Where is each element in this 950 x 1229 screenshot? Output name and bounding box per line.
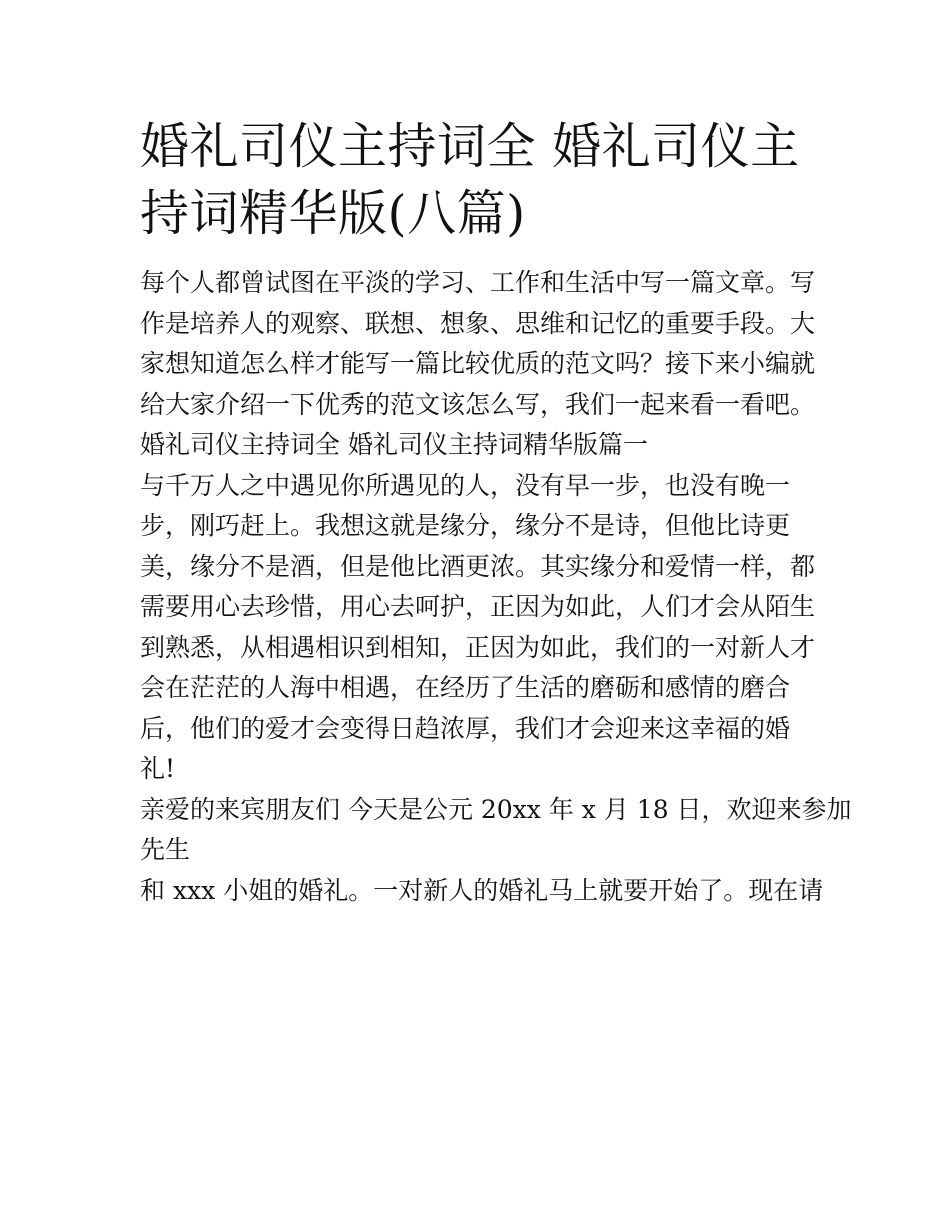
body-line: 会在茫茫的人海中相遇，在经历了生活的磨砺和感情的磨合	[140, 673, 791, 702]
body-line: 需要用心去珍惜，用心去呵护，正因为如此，人们才会从陌生	[140, 592, 816, 621]
body-line: 作是培养人的观察、联想、想象、思维和记忆的重要手段。大	[140, 308, 816, 338]
title-line-2: 持词精华版(八篇)	[140, 185, 526, 242]
body-line: 给大家介绍一下优秀的范文该怎么写，我们一起来看一看吧。	[140, 389, 816, 419]
body-line: 家想知道怎么样才能写一篇比较优质的范文吗？接下来小编就	[140, 349, 816, 378]
body-line: 与千万人之中遇见你所遇见的人，没有早一步，也没有晚一	[140, 470, 791, 500]
body-line: 美，缘分不是酒，但是他比酒更浓。其实缘分和爱情一样，都	[140, 551, 816, 581]
document-title	[140, 113, 818, 247]
body-line: 到熟悉，从相遇相识到相知，正因为如此，我们的一对新人才	[140, 632, 816, 662]
body-line: 每个人都曾试图在平淡的学习、工作和生活中写一篇文章。写	[140, 268, 816, 297]
body-line: 礼!	[140, 754, 176, 783]
body-line: 和 xxx 小姐的婚礼。一对新人的婚礼马上就要开始了。现在请	[140, 875, 824, 905]
body-line: 亲爱的来宾朋友们 今天是公元 20xx 年 x 月 18 日，欢迎来参加	[140, 794, 852, 824]
body-line: 步，刚巧赶上。我想这就是缘分，缘分不是诗，但他比诗更	[140, 511, 791, 540]
section-heading: 婚礼司仪主持词全 婚礼司仪主持词精华版篇一	[140, 430, 648, 459]
title-line-1: 婚礼司仪主持词全 婚礼司仪主	[140, 118, 800, 175]
body-line: 先生	[140, 835, 191, 864]
document-body	[140, 263, 852, 911]
body-line: 后，他们的爱才会变得日趋浓厚，我们才会迎来这幸福的婚	[140, 713, 791, 743]
document-content	[140, 113, 852, 911]
